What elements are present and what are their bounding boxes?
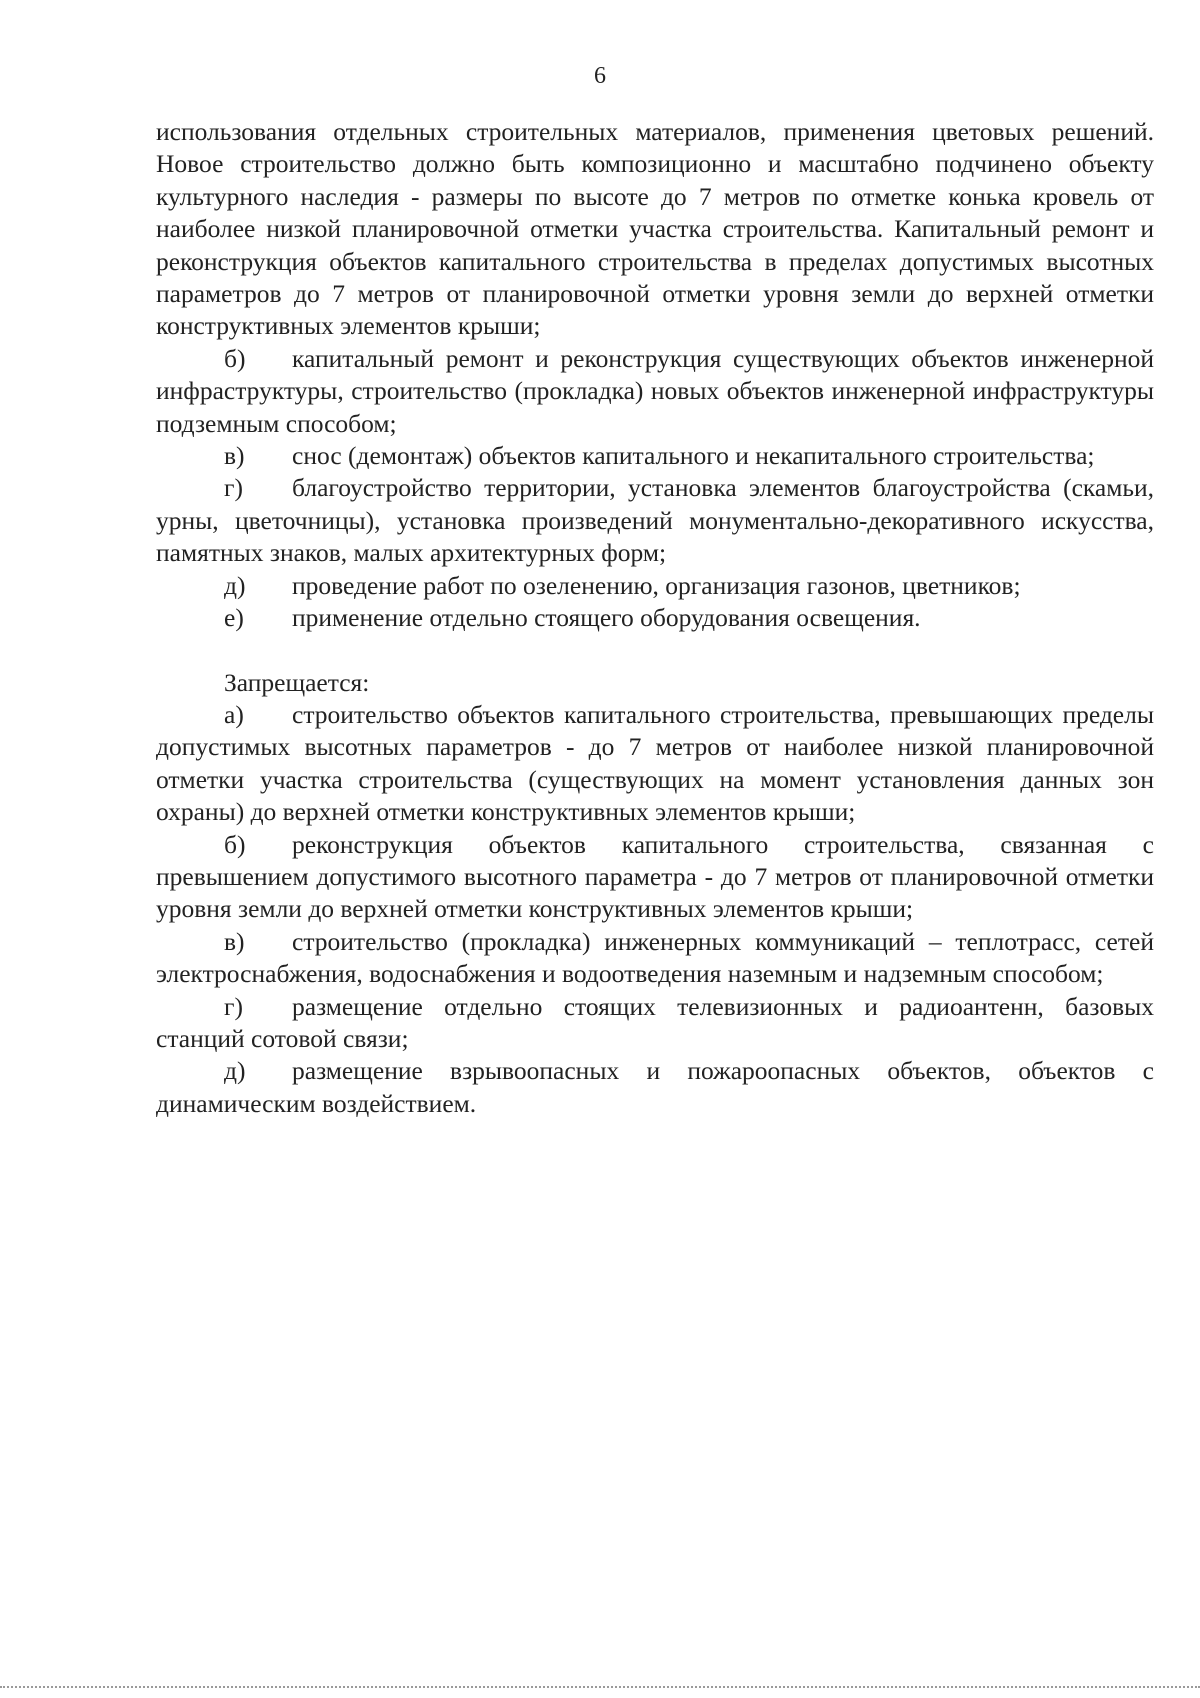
item-letter: г)	[224, 473, 243, 503]
item-letter: д)	[224, 1056, 246, 1086]
item-letter: г)	[224, 991, 243, 1021]
list-item	[156, 699, 1154, 829]
item-letter: д)	[224, 570, 246, 600]
item-text: благоустройство территории, установка элементов благоустройства (скамьи, урны, цветочницы), установка произведений монументально-декоративного искусства, памятных знаков, малых архитектурных форм;	[156, 473, 1154, 568]
item-text: строительство объектов капитального строительства, превышающих пределы допустимых высотных параметров - до 7 метров от наиболее низкой планировочной отметки участка строительства (существующих на момент установления данных зон охраны) до верхней отметки конструктивных элементов крыши;	[156, 699, 1154, 827]
list-item	[156, 570, 1154, 602]
list-item	[156, 991, 1154, 1056]
scan-edge-divider	[0, 1686, 1200, 1690]
page-number: 6	[594, 63, 606, 89]
intro-paragraph: использования отдельных строительных материалов, применения цветовых решений. Новое строительство должно быть композиционно и масштабно подчинено объекту культурного наследия - размеры по высоте до 7 метров по отметке конька кровель от наиболее низкой планировочной отметки участка строительства. Капитальный ремонт и реконструкция объектов капитального строительства в пределах допустимых высотных параметров до 7 метров от планировочной отметки уровня земли до верхней отметки конструктивных элементов крыши;	[156, 117, 1154, 341]
item-letter: в)	[224, 926, 245, 956]
list-item	[156, 343, 1154, 440]
item-letter: а)	[224, 699, 244, 729]
item-letter: в)	[224, 441, 245, 471]
list-item	[156, 1055, 1154, 1120]
list-item	[156, 602, 1154, 634]
prohibited-heading: Запрещается:	[224, 667, 370, 697]
item-text: снос (демонтаж) объектов капитального и некапитального строительства;	[292, 441, 1095, 471]
item-text: реконструкция объектов капитального строительства, связанная с превышением допустимого высотного параметра - до 7 метров от планировочной отметки уровня земли до верхней отметки конструктивных элементов крыши;	[156, 829, 1154, 924]
item-letter: е)	[224, 603, 244, 633]
list-item	[156, 829, 1154, 926]
list-item	[156, 440, 1154, 472]
item-letter: б)	[224, 829, 246, 859]
item-text: размещение взрывоопасных и пожароопасных объектов, объектов с динамическим воздействием.	[156, 1056, 1154, 1118]
item-text: строительство (прокладка) инженерных коммуникаций – теплотрасс, сетей электроснабжения, водоснабжения и водоотведения наземным и надземным способом;	[156, 926, 1154, 989]
item-text: применение отдельно стоящего оборудования освещения.	[292, 603, 921, 633]
item-text: размещение отдельно стоящих телевизионных и радиоантенн, базовых станций сотовой связи;	[156, 991, 1154, 1053]
item-text: капитальный ремонт и реконструкция существующих объектов инженерной инфраструктуры, строительство (прокладка) новых объектов инженерной инфраструктуры подземным способом;	[156, 343, 1154, 438]
document-body	[156, 116, 1154, 1120]
list-item	[156, 926, 1154, 991]
item-text: проведение работ по озеленению, организация газонов, цветников;	[292, 570, 1021, 600]
item-letter: б)	[224, 343, 246, 373]
list-item	[156, 472, 1154, 569]
